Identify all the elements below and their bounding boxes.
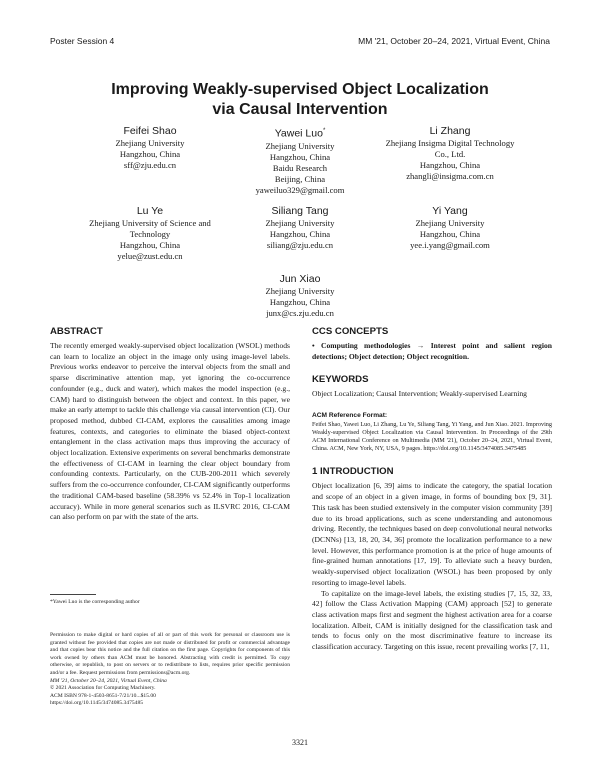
keywords-heading: KEYWORDS	[312, 374, 369, 386]
author-name: Jun Xiao	[279, 273, 321, 285]
author-block	[365, 124, 535, 182]
author-affiliation: Zhejiang Insigma Digital Technology	[385, 138, 515, 148]
author-email: yaweiluo329@gmail.com	[255, 184, 345, 195]
author-location: Hangzhou, China	[419, 160, 481, 170]
copyright-line: © 2021 Association for Computing Machinery.	[50, 685, 156, 692]
right-column	[312, 326, 552, 653]
author-location: Hangzhou, China	[269, 151, 331, 162]
author-block	[65, 124, 235, 171]
running-header	[50, 36, 550, 46]
author-email: yelue@zust.edu.cn	[117, 251, 183, 261]
intro-paragraph-1: Object localization [6, 39] aims to indicate the category, the spatial location and scope of an object in a given image, in forms of bounding box [9, 31]. This task has been studied extensively in the computer vision community [39] due to its broad applications, such as scene understanding and autonomous driving. Recently, the techniques based on deep convolutional neural networks (DCNNs) [13, 18, 20, 34, 36] promote the localization performance to a new level. However, this performance promotion is at the price of huge amounts of fine-grained human annotations [17, 19]. To alleviate such a heavy burden, weakly-supervised object localization (WSOL) has been proposed by only resorting to image-level labels.	[312, 481, 552, 587]
reference-text: Feifei Shao, Yawei Luo, Li Zhang, Lu Ye, Siliang Tang, Yi Yang, and Jun Xiao. 2021. Improving Weakly-supervised Object Localization via Causal Intervention. In Proceedings of the 29th ACM International Conference on Multimedia (MM '21), October 20–24, 2021, Virtual Event, China. ACM, New York, NY, USA, 9 pages. https://doi.org/10.1145/3474085.3475485	[312, 421, 552, 453]
title-line-2: via Causal Intervention	[212, 101, 388, 118]
corresponding-mark: *	[322, 128, 326, 134]
header-left: Poster Session 4	[50, 36, 115, 46]
permission-notice: Permission to make digital or hard copies of all or part of this work for personal or classroom use is granted without fee provided that copies are not made or distributed for profit or commercial advantage and that copies bear this notice and the full citation on the first page. Copyrights for components of this work owned by others than ACM must be honored. Abstracting with credit is permitted. To copy otherwise, or republish, to post on servers or to redistribute to lists, requires prior specific permission and/or a fee. Request permissions from permissions@acm.org.	[50, 632, 290, 676]
author-affiliation: Zhejiang University	[265, 218, 335, 228]
abstract-heading: ABSTRACT	[50, 326, 103, 337]
author-affiliation: Zhejiang University	[115, 138, 185, 148]
author-affiliation: Baidu Research	[272, 162, 328, 173]
author-block	[365, 204, 535, 251]
author-affiliation: Zhejiang University	[265, 140, 335, 151]
corresponding-author-footnote: *Yawei Luo is the corresponding author	[50, 599, 140, 605]
conference-info: MM '21, October 20–24, 2021, Virtual Event, China	[50, 677, 167, 684]
author-location: Beijing, China	[274, 173, 326, 184]
abstract-section	[50, 326, 290, 523]
author-block	[215, 272, 385, 319]
author-location: Hangzhou, China	[419, 229, 481, 239]
author-name: Siliang Tang	[271, 205, 329, 217]
permission-block	[50, 632, 290, 708]
introduction-heading: 1 INTRODUCTION	[312, 466, 394, 478]
reference-heading: ACM Reference Format:	[312, 412, 388, 420]
author-name: Feifei Shao	[123, 125, 177, 137]
author-block	[65, 204, 235, 262]
author-location: Hangzhou, China	[269, 297, 331, 307]
author-email: zhangli@insigma.com.cn	[406, 171, 494, 181]
ccs-heading: CCS CONCEPTS	[312, 326, 389, 337]
author-affiliation: Zhejiang University of Science and	[89, 218, 211, 228]
author-name: Yawei Luo*	[274, 127, 326, 140]
intro-paragraph-2: To capitalize on the image-level labels, the existing studies [7, 15, 32, 33, 42] follow the Class Activation Mapping (CAM) approach [52] to generate class activation maps first and segment the highest activation area for a coarse localization. Albeit, CAM is initially designed for the classification task and tends to focus only on the most discriminative feature to increase its classification accuracy. Targeting on this issue, recent prevailing works [7, 11,	[312, 588, 552, 652]
author-location: Hangzhou, China	[119, 149, 181, 159]
author-block	[215, 204, 385, 251]
ccs-text: • Computing methodologies → Interest point and salient region detections; Object detection; Object recognition.	[312, 341, 552, 361]
author-email: junx@cs.zju.edu.cn	[266, 308, 334, 318]
author-block	[215, 124, 385, 196]
footnote-rule	[50, 594, 96, 595]
author-email: sff@zju.edu.cn	[123, 160, 177, 170]
author-email: siliang@zju.edu.cn	[266, 240, 334, 250]
author-location: Hangzhou, China	[119, 240, 181, 250]
page-number: 3321	[292, 738, 308, 747]
author-name: Li Zhang	[429, 125, 471, 137]
isbn-line: ACM ISBN 978-1-4503-8651-7/21/10...$15.00	[50, 692, 156, 699]
author-affiliation: Co., Ltd.	[434, 149, 466, 159]
author-affiliation: Zhejiang University	[415, 218, 485, 228]
abstract-text: The recently emerged weakly-supervised object localization (WSOL) methods can learn to localize an object in the image only using image-level labels. Previous works endeavor to perceive the interval objects from the small and sparse discriminative attention map, yet ignoring the co-occurrence confounder (e.g., duck and water), which makes the model inspection (e.g., CAM) hard to distinguish between the object and context. In this paper, we make an early attempt to tackle this challenge via causal intervention (CI). Our proposed method, dubbed CI-CAM, explores the causalities among image features, contexts, and categories to eliminate the biased object-context entanglement in the class activation maps thus improving the accuracy of object localization. Extensive experiments on several benchmarks demonstrate the effectiveness of CI-CAM in learning the clear object boundary from confounding contexts. Particularly, on the CUB-200-2011 which severely suffers from the co-occurrence confounder, CI-CAM significantly outperforms the traditional CAM-based baseline (58.39% vs 52.4% in Top-1 localization accuracy). While in more general scenarios such as ILSVRC 2016, CI-CAM can also perform on par with the state of the arts.	[50, 341, 290, 522]
title-line-1: Improving Weakly-supervised Object Localization	[111, 81, 489, 98]
keywords-text: Object Localization; Causal Intervention; Weakly-supervised Learning	[312, 389, 527, 399]
author-name: Yi Yang	[432, 205, 468, 217]
header-right: MM '21, October 20–24, 2021, Virtual Event, China	[358, 36, 550, 46]
author-email: yee.i.yang@gmail.com	[410, 240, 490, 250]
paper-title	[0, 80, 600, 120]
author-name: Lu Ye	[136, 205, 164, 217]
author-affiliation: Technology	[129, 229, 171, 239]
author-location: Hangzhou, China	[269, 229, 331, 239]
doi-line: https://doi.org/10.1145/3474085.3475485	[50, 700, 144, 707]
author-affiliation: Zhejiang University	[265, 286, 335, 296]
